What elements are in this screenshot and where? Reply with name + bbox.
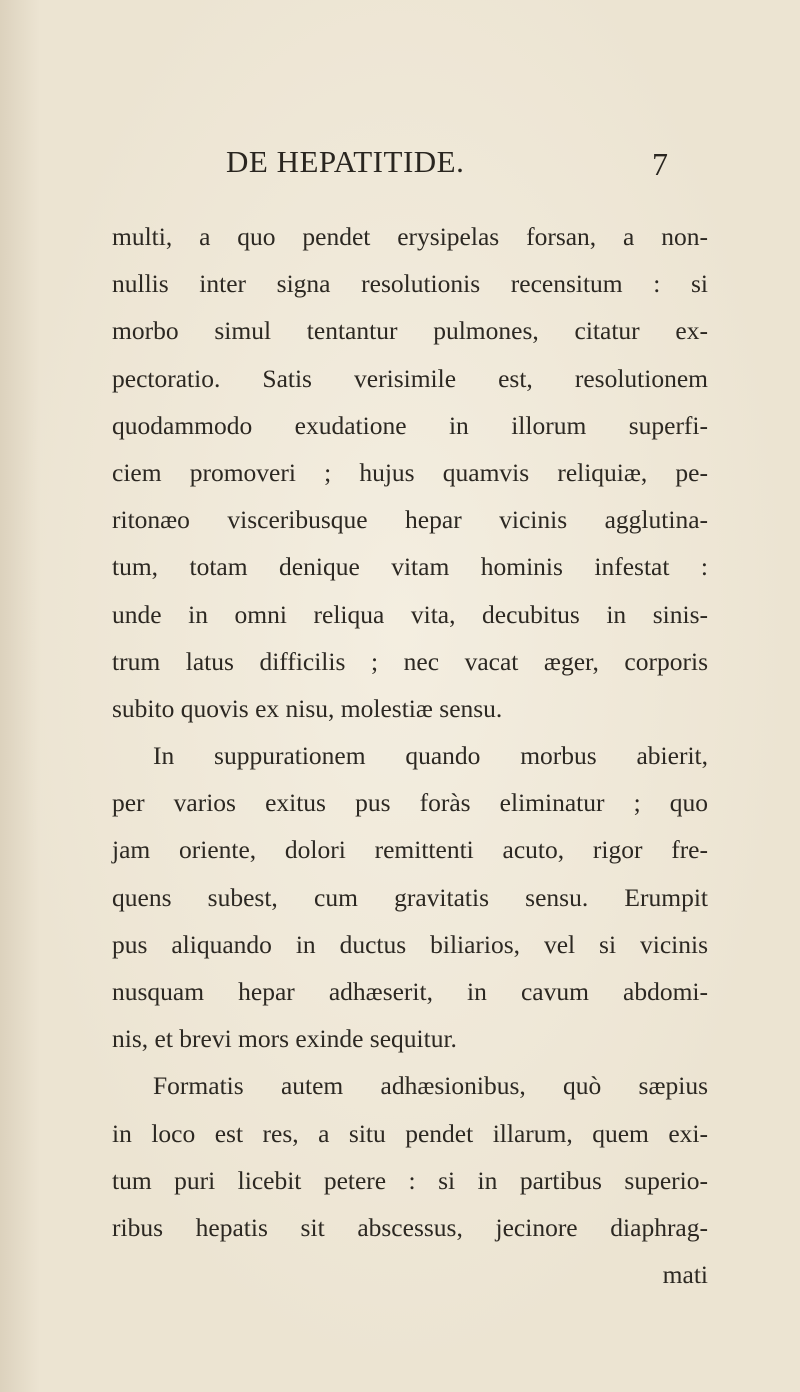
text-line: nis, et brevi mors exinde sequitur.: [112, 1024, 457, 1054]
text-line: ritonæo visceribusque hepar vicinis agglutina-: [112, 505, 708, 535]
text-line: tum puri licebit petere : si in partibus superio-: [112, 1165, 708, 1195]
page-header: [0, 140, 800, 190]
text-line: trum latus difficilis ; nec vacat æger, corporis: [112, 646, 708, 676]
text-line: pectoratio. Satis verisimile est, resolutionem: [112, 363, 708, 393]
text-line: subito quovis ex nisu, molestiæ sensu.: [112, 693, 503, 723]
running-title: DE HEPATITIDE.: [226, 144, 465, 179]
text-line: ribus hepatis sit abscessus, jecinore diaphrag-: [112, 1212, 708, 1242]
text-line: tum, totam denique vitam hominis infestat :: [112, 552, 708, 582]
text-line: ciem promoveri ; hujus quamvis reliquiæ, pe-: [112, 457, 708, 487]
catchword: mati: [662, 1260, 708, 1290]
text-line: quodammodo exudatione in illorum superfi-: [112, 410, 708, 440]
text-line: in loco est res, a situ pendet illarum, quem exi-: [112, 1118, 708, 1148]
text-line: morbo simul tentantur pulmones, citatur ex-: [112, 316, 708, 346]
text-line: unde in omni reliqua vita, decubitus in sinis-: [112, 599, 708, 629]
paragraph-start-line: In suppurationem quando morbus abierit,: [153, 741, 708, 771]
page-number: 7: [652, 146, 668, 182]
text-line: nullis inter signa resolutionis recensitum : si: [112, 269, 708, 299]
text-line: jam oriente, dolori remittenti acuto, rigor fre-: [112, 835, 708, 865]
body-text: [112, 213, 708, 1298]
text-line: multi, a quo pendet erysipelas forsan, a non-: [112, 222, 708, 251]
paragraph-start-line: Formatis autem adhæsionibus, quò sæpius: [153, 1071, 708, 1101]
text-line: nusquam hepar adhæserit, in cavum abdomi-: [112, 977, 708, 1006]
text-line: per varios exitus pus foràs eliminatur ; quo: [112, 788, 708, 818]
text-line: quens subest, cum gravitatis sensu. Erumpit: [112, 882, 708, 912]
text-line: pus aliquando in ductus biliarios, vel si vicinis: [112, 929, 708, 959]
